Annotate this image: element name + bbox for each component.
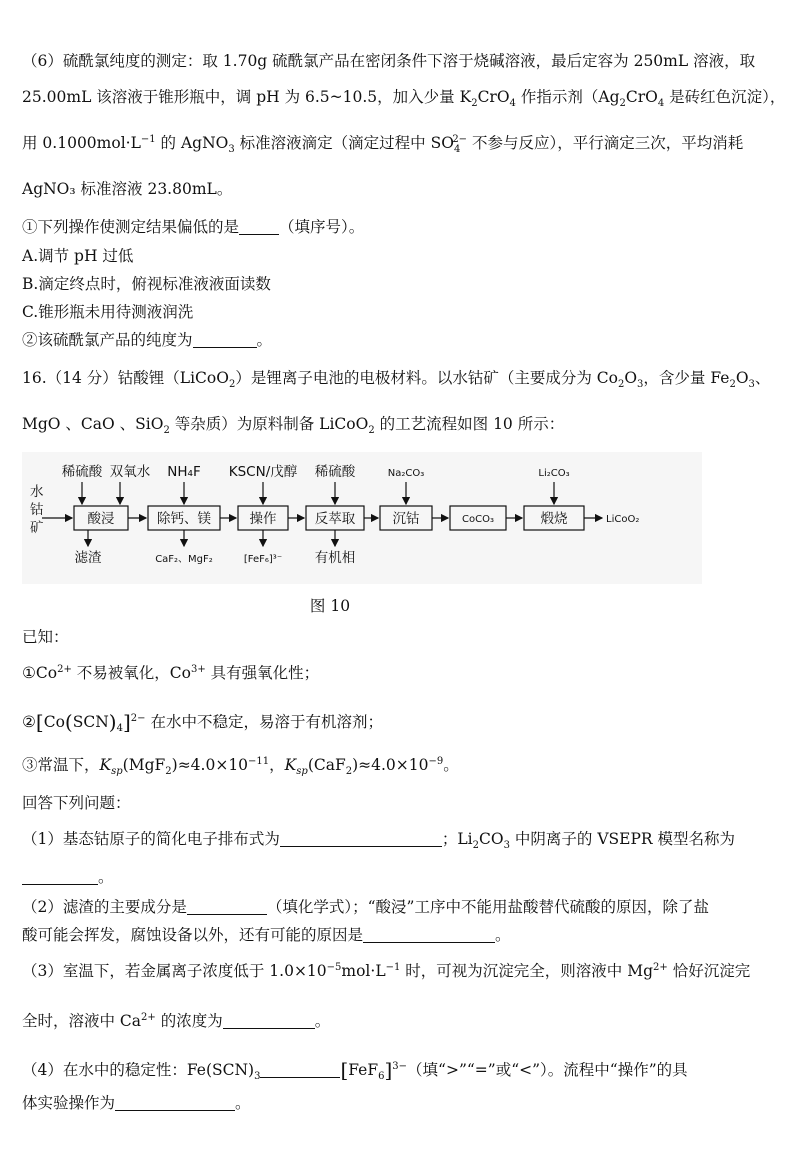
part-3-cont: 全时，溶液中 $Ca^{2+}$ 的浓度为 。 [22,1011,331,1030]
flow-byproduct-1: 滤渣 [74,550,102,566]
q16-heading: 16.（14 分）钴酸锂（LiCoO$_2$）是锂离子电池的电极材料。以水钴矿（主要成分为 $Co_2O_3$，含少量 $Fe_2O_3$、 [22,369,771,391]
flow-reagent-2: 双氧水 [109,464,151,480]
part-4: （4）在水中的稳定性：$Fe(SCN)_3$ $[FeF_6]^{3-}$（填“>”“=”或“<”）。流程中“操作”的具 [22,1058,688,1083]
flow-byproduct-3: [FeF₆]³⁻ [243,554,283,565]
known-label: 已知： [22,628,69,646]
flow-reagent-3: NH₄F [167,464,201,480]
flow-step-7: 煅烧 [540,511,568,527]
flow-step-6: CoCO₃ [462,514,494,525]
q6-sub2: ②该硫酰氯产品的纯度为 。 [22,331,273,349]
flow-reagent-1: 稀硫酸 [61,464,103,480]
q6-sub1: ①下列操作使测定结果偏低的是 （填序号）。 [22,218,365,236]
process-flowchart [22,452,702,584]
answer-blank-7[interactable] [223,1013,315,1030]
known-2: $②[Co(SCN)_4]^{2-}$ 在水中不稳定，易溶于有机溶剂； [22,710,383,735]
q6-line3: 用 $0.1000mol\cdot L^{-1}$ 的 AgNO$_3$ 标准溶液滴定（滴定过程中 $SO_4^{2-}$ 不参与反应），平行滴定三次，平均消耗 [22,133,744,156]
flow-byproduct-2: CaF₂、MgF₂ [155,554,213,565]
answer-label: 回答下列问题： [22,794,131,812]
known-1: $①Co^{2+}$ 不易被氧化，$Co^{3+}$ 具有强氧化性； [22,663,320,682]
answer-blank-6[interactable] [363,927,495,944]
part-2: （2）滤渣的主要成分是 （填化学式）；“酸浸”工序中不能用盐酸替代硫酸的原因，除了盐 [22,898,709,916]
answer-blank-4[interactable] [22,869,98,886]
part-1-cont: 。 [22,868,782,887]
option-a: A.调节 pH 过低 [22,247,134,265]
answer-blank-3[interactable] [280,831,442,848]
q6-line1: （6）硫酰氯纯度的测定：取 1.70g 硫酰氯产品在密闭条件下溶于烧碱溶液，最后定容为 250mL 溶液，取 [22,52,756,70]
flow-reagent-5: 稀硫酸 [314,464,356,480]
answer-blank-5[interactable] [187,899,267,916]
flow-step-4: 反萃取 [314,511,356,527]
answer-blank-9[interactable] [115,1095,235,1112]
flow-start-1: 水 [30,484,44,500]
flow-byproduct-4: 有机相 [314,550,356,566]
flow-step-1: 酸浸 [87,511,115,527]
known-3: ③常温下，$K_{sp}(MgF_2)\approx 4.0\times 10^{-11}$，$K_{sp}(CaF_2)\approx 4.0\times 10^{-9}$。 [22,755,459,778]
flow-start-3: 矿 [30,520,44,536]
answer-blank-2[interactable] [193,332,257,349]
flow-reagent-4: KSCN/戊醇 [228,464,298,480]
option-b: B.滴定终点时，俯视标准液液面读数 [22,275,271,293]
flow-reagent-7: Li₂CO₃ [538,468,570,479]
flow-start-2: 钴 [30,502,44,518]
q6-line4: AgNO₃ 标准溶液 23.80mL。 [22,180,233,198]
answer-blank-8[interactable] [260,1062,340,1079]
flow-product: LiCoO₂ [606,514,640,525]
flow-step-2: 除钙、镁 [157,511,211,527]
part-3: （3）室温下，若金属离子浓度低于 $1.0\times 10^{-5}mol\cdot L^{-1}$ 时，可视为沉淀完全，则溶液中 $Mg^{2+}$ 恰好沉淀完 [22,961,751,980]
answer-blank-1[interactable] [239,219,279,236]
q16-line2: MgO 、CaO 、SiO$_2$ 等杂质）为原料制备 LiCoO$_2$ 的工艺流程如图 10 所示： [22,415,565,437]
part-4-cont: 体实验操作为 。 [22,1094,251,1112]
flow-step-3: 操作 [249,511,277,527]
figure-caption: 图 10 [309,597,351,615]
q6-line2: 25.00mL 该溶液于锥形瓶中，调 pH 为 6.5~10.5，加入少量 $K_2CrO_4$ 作指示剂（$Ag_2CrO_4$ 是砖红色沉淀）， [22,88,786,110]
part-1: （1）基态钴原子的简化电子排布式为 ；$Li_2CO_3$ 中阴离子的 VSEPR 模型名称为 [22,830,735,852]
flow-reagent-6: Na₂CO₃ [387,468,425,479]
part-2-cont: 酸可能会挥发，腐蚀设备以外，还有可能的原因是 。 [22,926,511,944]
option-c: C.锥形瓶未用待测液润洗 [22,303,194,321]
flow-step-5: 沉钴 [392,511,420,527]
